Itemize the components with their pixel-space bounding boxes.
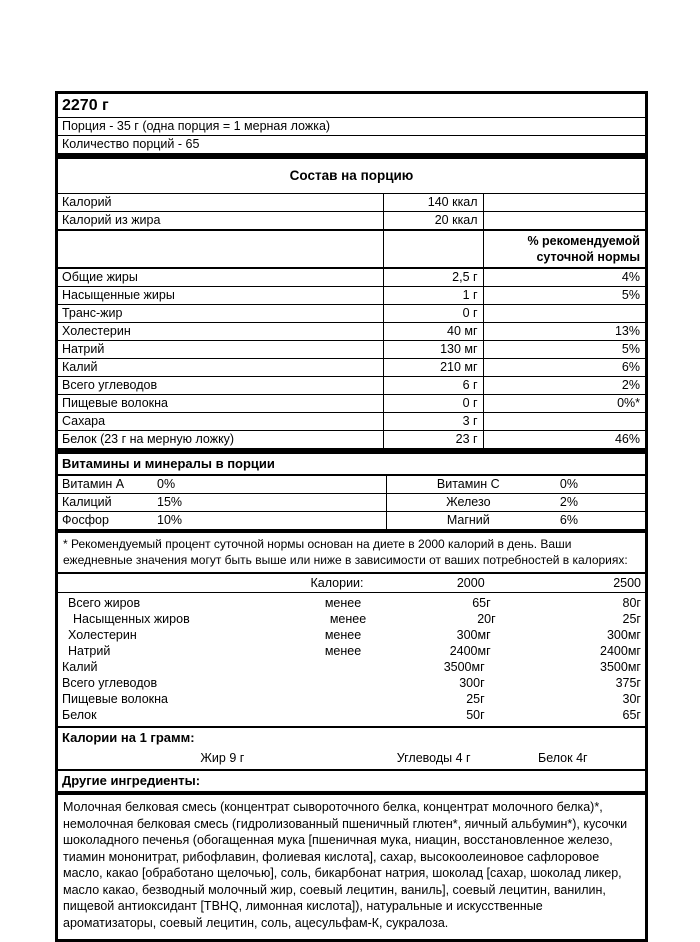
vitamins-title: Витамины и минералы в порции — [58, 454, 645, 476]
nutrient-amount: 0 г — [384, 395, 484, 412]
nutrient-dv: 46% — [614, 432, 640, 446]
daily-v2500: 2400мг — [600, 644, 641, 658]
vitamins-left-column — [58, 476, 387, 529]
daily-qualifier: менее — [324, 644, 362, 658]
daily-row — [58, 595, 645, 611]
nutrition-label — [55, 91, 648, 942]
spacer-cell — [58, 231, 384, 267]
dv-footnote: * Рекомендуемый процент суточной нормы основан на диете в 2000 калорий в день. Ваши ежедневные значения могут быть выше или ниже в зависимости от ваших потребностей в калориях: — [58, 533, 645, 574]
daily-header-2500: 2500 — [613, 576, 641, 590]
nutrient-name: Калий — [58, 359, 384, 376]
other-ingredients-title: Другие ингредиенты: — [58, 771, 645, 795]
daily-row — [58, 707, 645, 723]
daily-v2000: 50г — [466, 708, 485, 722]
daily-qualifier — [294, 707, 381, 723]
daily-v2000: 20г — [477, 612, 496, 626]
per-gram-carbs: Углеводы 4 г — [396, 751, 471, 765]
nutrient-amount: 23 г — [384, 431, 484, 448]
table-row — [58, 287, 645, 305]
vitamin-row — [58, 512, 386, 529]
daily-row — [58, 627, 645, 643]
table-row — [58, 359, 645, 377]
nutrient-dv — [484, 194, 645, 211]
spacer-cell — [384, 231, 484, 267]
nutrient-dv — [484, 413, 645, 430]
servings-per-container: Количество порций - 65 — [58, 136, 645, 159]
daily-row — [58, 675, 645, 691]
nutrient-name: Белок (23 г на мерную ложку) — [58, 431, 384, 448]
nutrient-name: Общие жиры — [58, 269, 384, 286]
daily-qualifier — [294, 675, 381, 691]
daily-row — [58, 691, 645, 707]
vitamin-name: Железо — [446, 495, 491, 509]
nutrient-name: Калорий — [58, 194, 384, 211]
daily-v2500: 30г — [622, 692, 641, 706]
daily-row — [58, 611, 645, 627]
daily-v2500: 3500мг — [600, 660, 641, 674]
serving-size: Порция - 35 г (одна порция = 1 мерная ложка) — [58, 118, 645, 136]
vitamin-row — [387, 476, 645, 494]
daily-row — [58, 659, 645, 675]
daily-name: Всего жиров — [68, 596, 141, 610]
nutrient-dv: 2% — [621, 378, 640, 392]
table-row-calories-from-fat — [58, 212, 645, 231]
table-row — [58, 413, 645, 431]
nutrient-name: Натрий — [58, 341, 384, 358]
vitamin-value: 0% — [559, 477, 578, 491]
table-row — [58, 395, 645, 413]
nutrient-amount: 3 г — [384, 413, 484, 430]
daily-name: Белок — [62, 708, 97, 722]
nutrient-dv: 13% — [614, 324, 640, 338]
nutrient-amount: 130 мг — [384, 341, 484, 358]
vitamin-name: Витамин А — [62, 477, 125, 491]
vitamins-right-column — [387, 476, 645, 529]
daily-name: Всего углеводов — [62, 676, 158, 690]
vitamin-value: 6% — [559, 513, 578, 527]
nutrient-dv — [484, 212, 645, 229]
nutrient-dv: 5% — [621, 342, 640, 356]
nutrient-amount: 6 г — [384, 377, 484, 394]
daily-qualifier — [294, 691, 381, 707]
daily-v2500: 375г — [615, 676, 641, 690]
vitamin-row — [58, 494, 386, 512]
vitamin-row — [58, 476, 386, 494]
daily-table-body — [58, 593, 645, 728]
nutrient-dv: 5% — [621, 288, 640, 302]
vitamin-row — [387, 494, 645, 512]
daily-v2000: 65г — [472, 596, 491, 610]
table-row — [58, 341, 645, 359]
daily-v2000: 25г — [466, 692, 485, 706]
table-row — [58, 431, 645, 454]
daily-header-2000: 2000 — [456, 576, 485, 590]
daily-v2000: 2400мг — [449, 644, 491, 658]
daily-v2000: 300г — [459, 676, 485, 690]
nutrient-amount: 210 мг — [384, 359, 484, 376]
per-serving-title: Состав на порцию — [58, 159, 645, 194]
ingredients-text: Молочная белковая смесь (концентрат сывороточного белка, концентрат молочного белка)*, немолочная белковая смесь (гидролизованный пшеничный глютен*, яичный альбумин*), кусочки шоколадного печенья (обогащенная мука [пшеничная мука, ниацин, восстановленное железо, тиамин мононитрат, рибофлавин, фолиевая кислота], сахар, высокоолеиновое сафлоровое масло, какао [обработано щелочью], соль, бикарбонат натрия, шоколад [сахар, шоколад ликер, масло какао, безводный молочный жир, соевый лецитин, ваниль], соевый лецитин, ванилин, пищевой антиоксидант [TBHQ, лимонная кислота]), натуральные и искусственные ароматизаторы, соевый лецитин, соль, ацесульфам-К, сукралоза. — [63, 800, 628, 930]
table-row — [58, 305, 645, 323]
vitamin-value: 0% — [157, 477, 176, 491]
vitamin-name: Витамин С — [436, 477, 500, 491]
nutrient-dv: 6% — [621, 360, 640, 374]
daily-v2500: 25г — [622, 612, 641, 626]
per-gram-protein: Белок 4г — [538, 751, 588, 765]
nutrient-name: Транс-жир — [58, 305, 384, 322]
table-row — [58, 323, 645, 341]
daily-qualifier: менее — [324, 596, 362, 610]
nutrient-name: Пищевые волокна — [58, 395, 384, 412]
daily-header-calories: Калории: — [310, 576, 364, 590]
nutrient-amount: 140 ккал — [384, 194, 484, 211]
package-weight: 2270 г — [58, 94, 645, 118]
daily-name: Холестерин — [68, 628, 137, 642]
daily-table-header — [58, 574, 645, 593]
daily-v2500: 80г — [622, 596, 641, 610]
nutrient-dv: 4% — [621, 270, 640, 284]
spacer-cell — [62, 575, 294, 591]
nutrient-dv — [484, 305, 645, 322]
vitamin-value: 15% — [157, 495, 183, 509]
daily-v2500: 65г — [622, 708, 641, 722]
nutrient-amount: 2,5 г — [384, 269, 484, 286]
vitamin-row — [387, 512, 645, 529]
nutrient-name: Калорий из жира — [58, 212, 384, 229]
nutrient-amount: 1 г — [384, 287, 484, 304]
per-gram-values — [58, 748, 645, 771]
daily-name: Насыщенных жиров — [73, 612, 190, 626]
table-row — [58, 269, 645, 287]
daily-v2000: 300мг — [456, 628, 491, 642]
daily-v2000: 3500мг — [443, 660, 485, 674]
daily-name: Натрий — [68, 644, 111, 658]
dv-header-label: % рекомендуемой суточной нормы — [527, 234, 640, 264]
daily-v2500: 300мг — [606, 628, 641, 642]
dv-header-row — [58, 231, 645, 269]
vitamin-name: Фосфор — [62, 513, 109, 527]
table-row — [58, 377, 645, 395]
nutrient-name: Насыщенные жиры — [58, 287, 384, 304]
daily-qualifier: менее — [329, 612, 367, 626]
per-gram-title: Калории на 1 грамм: — [62, 730, 195, 745]
nutrient-amount: 0 г — [384, 305, 484, 322]
nutrient-name: Всего углеводов — [58, 377, 384, 394]
daily-name: Пищевые волокна — [62, 692, 168, 706]
vitamin-name: Магний — [446, 513, 490, 527]
vitamin-name: Калиций — [62, 495, 112, 509]
daily-name: Калий — [62, 660, 98, 674]
vitamin-value: 2% — [559, 495, 578, 509]
nutrient-name: Сахара — [58, 413, 384, 430]
daily-qualifier: менее — [324, 628, 362, 642]
nutrient-amount: 20 ккал — [384, 212, 484, 229]
vitamins-table — [58, 476, 645, 533]
per-gram-fat: Жир 9 г — [200, 751, 245, 765]
nutrient-name: Холестерин — [58, 323, 384, 340]
nutrient-dv: 0%* — [617, 396, 640, 410]
vitamin-value: 10% — [157, 513, 183, 527]
daily-qualifier — [294, 659, 381, 675]
table-row-calories — [58, 194, 645, 212]
nutrient-amount: 40 мг — [384, 323, 484, 340]
daily-row — [58, 643, 645, 659]
